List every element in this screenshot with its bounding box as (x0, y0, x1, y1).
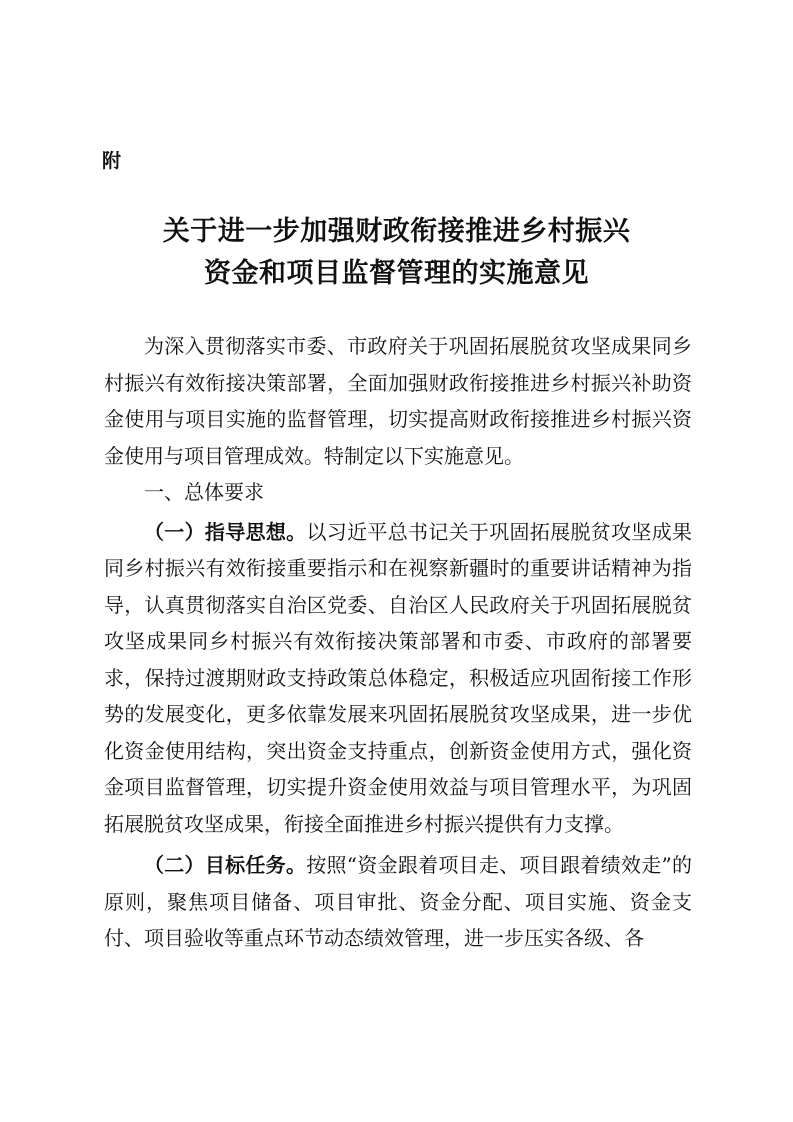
annex-label: 附 (102, 150, 122, 172)
subsection-heading-2: （二）目标任务。 (144, 853, 307, 877)
document-title-line-2: 资金和项目监督管理的实施意见 (204, 258, 589, 289)
document-title-line-1: 关于进一步加强财政衔接推进乡村振兴 (162, 216, 631, 247)
intro-paragraph: 为深入贯彻落实市委、市政府关于巩固拓展脱贫攻坚成果同乡村振兴有效衔接决策部署，全面加强财政衔接推进乡村振兴补助资金使用与项目实施的监督管理，切实提高财政衔接推进乡村振兴资金使用与项目管理成效。特制定以下实施意见。 (104, 334, 692, 468)
paragraph-target-tasks (104, 847, 692, 957)
subsection-text-1: 以习近平总书记关于巩固拓展脱贫攻坚成果同乡村振兴有效衔接重要指示和在视察新疆时的重要讲话精神为指导，认真贯彻落实自治区党委、自治区人民政府关于巩固拓展脱贫攻坚成果同乡村振兴有效衔接决策部署和市委、市政府的部署要求，保持过渡期财政支持政策总体稳定，积极适应巩固衔接工作形势的发展变化，更多依靠发展来巩固拓展脱贫攻坚成果，进一步优化资金使用结构，突出资金支持重点，创新资金使用方式，强化资金项目监督管理，切实提升资金使用效益与项目管理水平，为巩固拓展脱贫攻坚成果，衔接全面推进乡村振兴提供有力支撑。 (104, 519, 693, 836)
document-body (104, 328, 692, 957)
paragraph-guiding-ideology (104, 514, 692, 843)
section-heading-1: 一、总体要求 (144, 480, 264, 504)
subsection-text-2: 按照“资金跟着项目走、项目跟着绩效走”的原则，聚焦项目储备、项目审批、资金分配、项目实施、资金支付、项目验收等重点环节动态绩效管理，进一步压实各级、各 (104, 853, 693, 950)
subsection-heading-1: （一）指导思想。 (144, 519, 307, 544)
